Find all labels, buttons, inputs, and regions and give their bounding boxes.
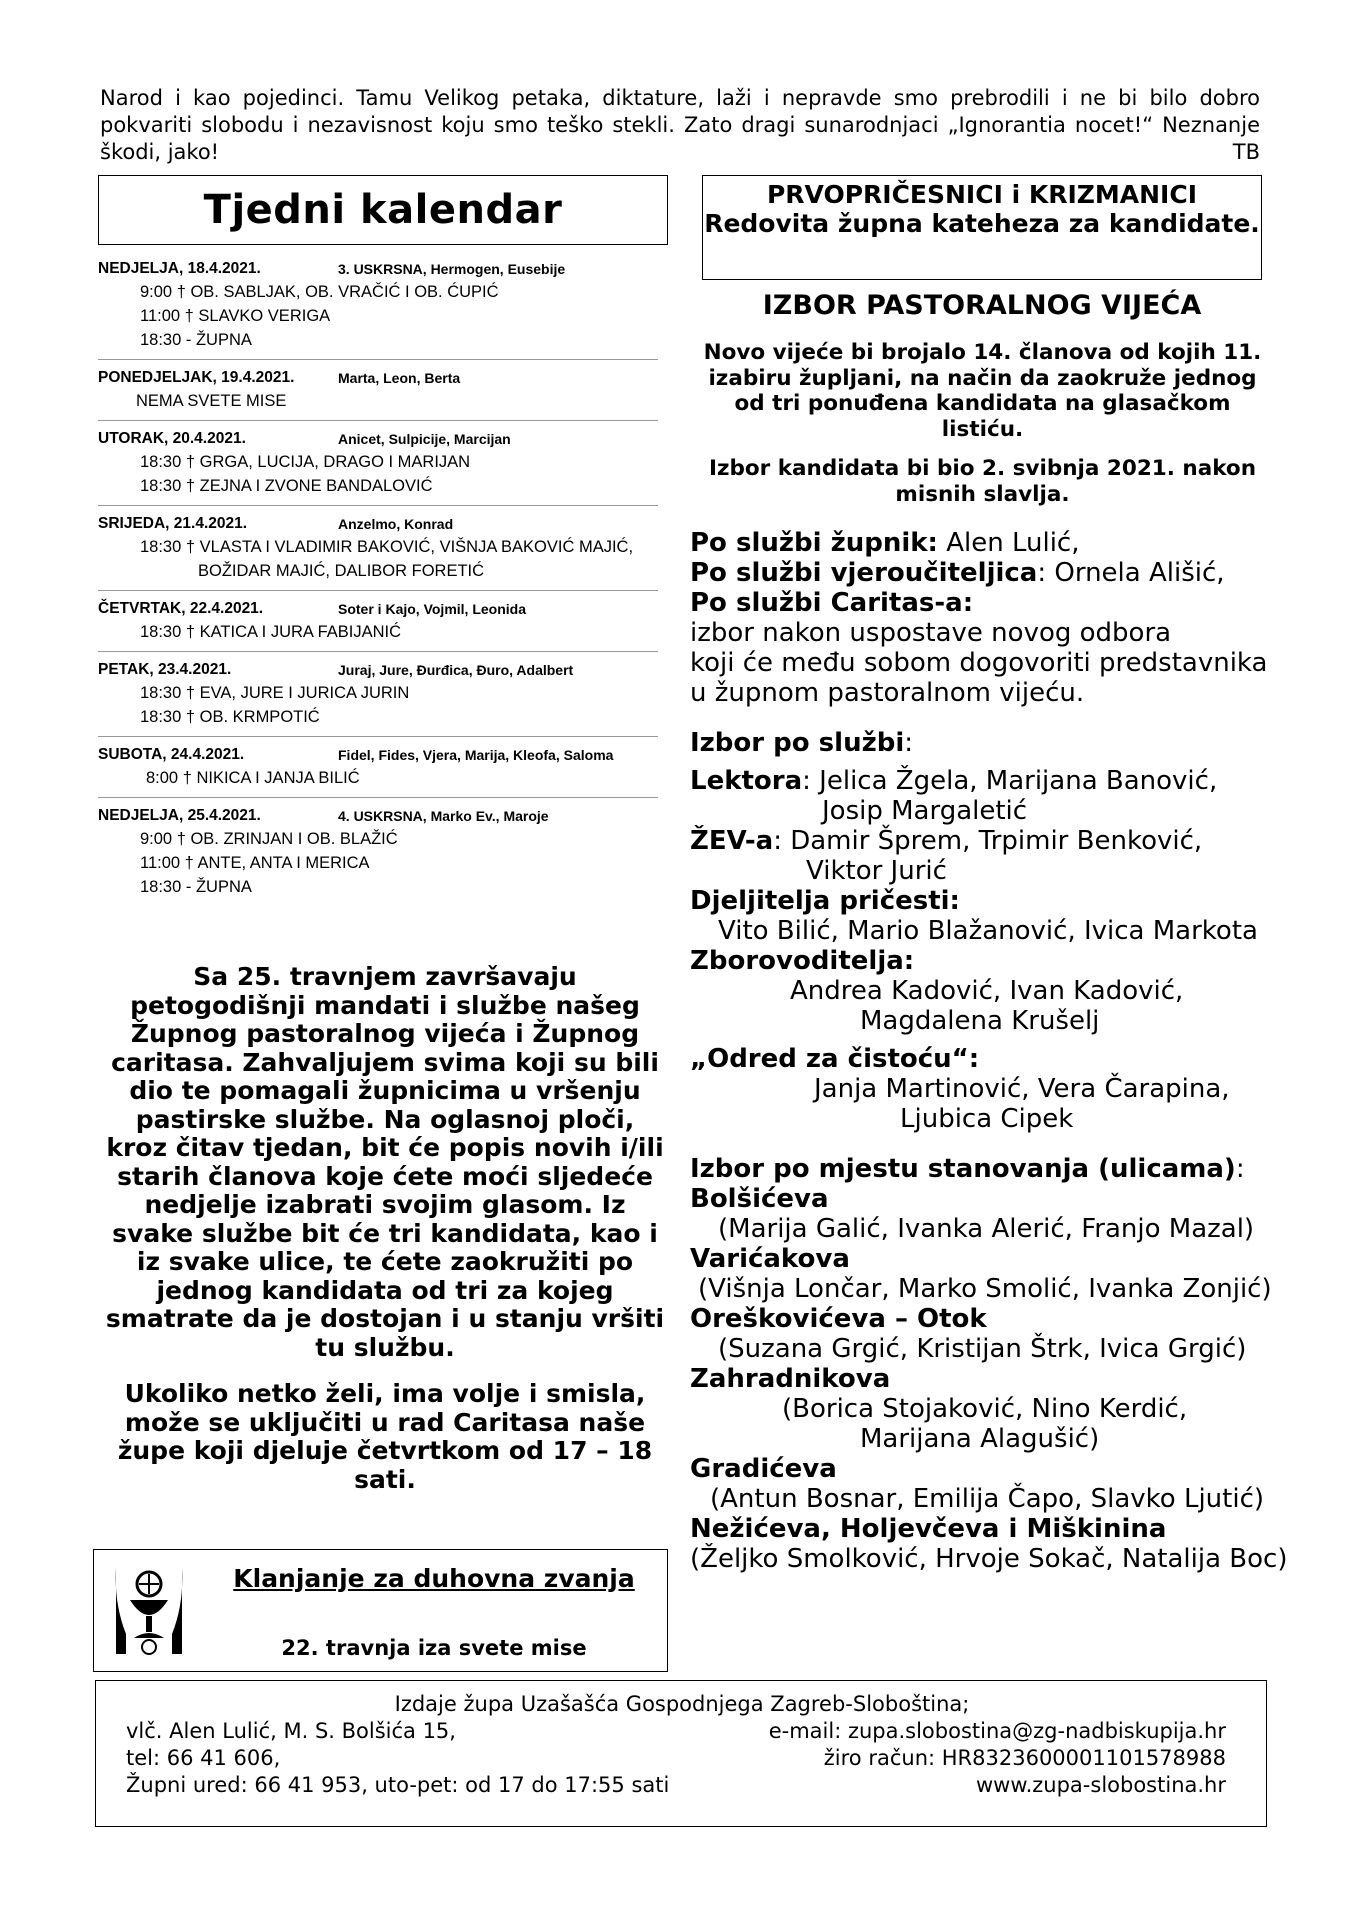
choir-leaders-names: Andrea Kadović, Ivan Kadović, [790,976,1184,1006]
council-election-title: IZBOR PASTORALNOG VIJEĆA [762,290,1202,321]
calendar-title-box [98,175,668,245]
mass-entry: 8:00 † NIKICA I JANJA BILIĆ [146,769,360,787]
calendar-day [98,258,658,360]
mass-entry: 18:30 † OB. KRMPOTIĆ [140,708,320,726]
first-communion-text: PRVOPRIČESNICI i KRIZMANICI Redovita župna kateheza za kandidate. [704,180,1260,238]
mass-entry: 18:30 † GRGA, LUCIJA, DRAGO I MARIJAN [140,453,471,471]
calendar-day [98,513,658,591]
contact-left [126,1718,669,1799]
communion-ministers-names: Vito Bilić, Mario Blažanović, Ivica Markota [718,916,1258,946]
adoration-title: Klanjanje za duhovna zvanja [233,1564,635,1593]
day-date: PETAK, 23.4.2021. [98,661,232,678]
calendar-title: Tjedni kalendar [203,187,563,233]
adoration-subtitle: 22. travnja iza svete mise [281,1636,587,1660]
by-service-heading [690,728,1290,758]
day-saints: Juraj, Jure, Đurđica, Đuro, Adalbert [338,662,574,678]
by-service-label: Izbor po službi [690,728,905,758]
adoration-box [93,1549,668,1672]
day-date: SUBOTA, 24.4.2021. [98,746,245,763]
day-date: UTORAK, 20.4.2021. [98,430,246,447]
day-saints: 3. USKRSNA, Hermogen, Eusebije [338,261,566,277]
intro-signature: TB [1232,140,1260,164]
calendar-day [98,598,658,652]
zev-label: ŽEV-a [690,826,774,856]
mass-entry: 18:30 - ŽUPNA [140,878,252,896]
calendar-day [98,367,658,421]
by-street-label: Izbor po mjestu stanovanja (ulicama) [690,1154,1236,1184]
day-saints: Anicet, Sulpicije, Marcijan [338,431,511,447]
email: e-mail: zupa.slobostina@zg-nadbiskupija.hr [768,1719,1226,1743]
heading-colon: : [904,728,913,758]
mass-entry-continued [140,559,658,583]
street-name: Zahradnikova [690,1364,891,1394]
council-election-date: Izbor kandidata bi bio 2. svibnja 2021. nakon misnih slavlja. [708,456,1257,507]
communion-ministers-label: Djeljitelja pričesti: [690,886,960,916]
day-date: SRIJEDA, 21.4.2021. [98,515,248,532]
mass-entry: 9:00 † OB. SABLJAK, OB. VRAČIĆ I OB. ĆUPIĆ [140,283,499,301]
cleaning-team-label: „Odred za čistoću“: [690,1044,980,1074]
mass-continuation: BOŽIDAR MAJIĆ, DALIBOR FORETIĆ [198,562,485,580]
caritas-text: koji će među sobom dogovoriti predstavnika [690,648,1268,678]
council-election-description: Novo vijeće bi brojalo 14. članova od kojih 11. izabiru župljani, na način da zaokruže jednog od tri ponuđena kandidata na glasačkom listiću. [703,340,1262,442]
mass-entry: 9:00 † OB. ZRINJAN I OB. BLAŽIĆ [140,830,398,848]
street-name: Bolšićeva [690,1184,829,1214]
lectors-names: : Jelica Žgela, Marijana Banović, [802,766,1218,796]
bank-account: žiro račun: HR8323600001101578988 [823,1746,1226,1770]
contact-right [769,1718,1226,1799]
calendar-day [98,428,658,506]
day-saints: Fidel, Fides, Vjera, Marija, Kleofa, Saloma [338,747,614,763]
caritas-text: izbor nakon uspostave novog odbora [690,618,1172,648]
cleaning-team-names: Janja Martinović, Vera Čarapina, [814,1074,1230,1104]
website-link[interactable]: www.zupa-slobostina.hr [976,1773,1226,1797]
chalice-host-icon [112,1564,186,1658]
street-candidates: (Suzana Grgić, Kristijan Štrk, Ivica Grgić) [718,1334,1247,1364]
announcement-caritas: Ukoliko netko želi, ima volje i smisla, može se uključiti u rad Caritasa naše župe koji djeluje četvrtkom od 17 – 18 sati. [117,1379,653,1494]
mass-entry: 11:00 † SLAVKO VERIGA [140,307,331,325]
priest-address: vlč. Alen Lulić, M. S. Bolšića 15, [126,1719,456,1743]
council-candidates [690,528,1290,1574]
street-name: Nežićeva, Holjevčeva i Miškinina [690,1514,1167,1544]
phone: tel: 66 41 606, [126,1746,281,1770]
choir-leaders-names-cont: Magdalena Krušelj [860,1006,1100,1036]
mass-entry: 18:30 † ZEJNA I ZVONE BANDALOVIĆ [140,477,433,495]
catechist-label: Po službi vjeroučiteljica [690,558,1038,588]
lectors-names-cont: Josip Margaletić [822,796,1028,826]
by-street-heading [690,1154,1290,1184]
choir-leaders-label: Zborovoditelja: [690,946,915,976]
street-candidates: (Željko Smolković, Hrvoje Sokač, Natalija Boc) [690,1544,1288,1574]
pastor-line [690,528,1290,558]
calendar-day [98,659,658,737]
mass-entry: NEMA SVETE MISE [136,392,287,410]
cleaning-team-names-cont: Ljubica Cipek [900,1104,1074,1134]
street-candidates: (Marija Galić, Ivanka Alerić, Franjo Mazal) [718,1214,1255,1244]
street-name: Varićakova [690,1244,850,1274]
calendar-day [98,805,658,906]
day-saints: 4. USKRSNA, Marko Ev., Maroje [338,808,549,824]
street-name: Oreškovićeva – Otok [690,1304,987,1334]
street-candidates: (Višnja Lončar, Marko Smolić, Ivanka Zonjić) [698,1274,1272,1304]
publisher: Izdaje župa Uzašašća Gospodnjega Zagreb-Sloboština; [394,1692,970,1716]
footer [95,1680,1267,1827]
mass-entry: 18:30 - ŽUPNA [140,331,252,349]
caritas-text: u župnom pastoralnom vijeću. [690,678,1085,708]
zev-names: : Damir Šprem, Trpimir Benković, [773,826,1203,856]
intro-paragraph [100,85,1260,166]
street-candidates: (Borica Stojaković, Nino Kerdić, [782,1394,1188,1424]
pastor-name: Alen Lulić, [937,528,1080,558]
street-candidates: (Antun Bosnar, Emilija Čapo, Slavko Ljutić) [710,1484,1265,1514]
day-date: NEDJELJA, 18.4.2021. [98,260,261,277]
zev-names-cont: Viktor Jurić [806,856,947,886]
catechist-name: : Ornela Ališić, [1037,558,1225,588]
catechist-line [690,558,1290,588]
intro-text: Narod i kao pojedinci. Tamu Velikog petaka, diktature, laži i nepravde smo prebrodili i ne bi bilo dobro pokvariti slobodu i nezavisnost koju smo teško stekli. Zato dragi sunarodnjaci „Ignorantia nocet!“ Neznanje škodi, jako! [100,86,1260,164]
announcement [105,963,665,1512]
mass-entry: 18:30 † VLASTA I VLADIMIR BAKOVIĆ, VIŠNJA BAKOVIĆ MAJIĆ, [140,538,634,556]
lectors-line [690,766,1290,796]
day-saints: Soter i Kajo, Vojmil, Leonida [338,601,526,617]
zev-line [690,826,1290,856]
calendar-day [98,744,658,798]
caritas-label: Po službi Caritas-a: [690,588,974,618]
mass-entry: 11:00 † ANTE, ANTA I MERICA [140,854,370,872]
day-saints: Marta, Leon, Berta [338,370,461,386]
day-saints: Anzelmo, Konrad [338,516,454,532]
office-hours: Župni ured: 66 41 953, uto-pet: od 17 do 17:55 sati [126,1773,670,1797]
announcement-paragraph: Sa 25. travnjem završavaju petogodišnji mandati i službe našeg Župnog pastoralnog vijeća i Župnog caritasa. Zahvaljujem svima koji su bili dio te pomagali župnicima u vršenju pastirske službe. Na oglasnoj ploči, kroz čitav tjedan, bit će popis novih i/ili starih članova koje ćete moći sljedeće nedjelje izabrati svojim glasom. Iz svake službe bit će tri kandidata, kao i iz svake ulice, te ćete zaokružiti po jednog kandidata od tri za kojeg smatrate da je dostojan i u stanju vršiti tu službu. [105,962,665,1362]
pastor-label: Po službi župnik: [690,528,938,558]
lectors-label: Lektora [690,766,803,796]
street-candidates-cont: Marijana Alagušić) [860,1424,1100,1454]
street-name: Gradićeva [690,1454,837,1484]
mass-entry: 18:30 † EVA, JURE I JURICA JURIN [140,684,410,702]
day-date: NEDJELJA, 25.4.2021. [98,807,261,824]
day-date: ČETVRTAK, 22.4.2021. [98,600,264,617]
day-date: PONEDJELJAK, 19.4.2021. [98,369,295,386]
mass-entry: 18:30 † KATICA I JURA FABIJANIĆ [140,623,402,641]
heading-colon: : [1235,1154,1245,1184]
weekly-calendar [98,258,658,913]
first-communion-box [702,175,1262,280]
